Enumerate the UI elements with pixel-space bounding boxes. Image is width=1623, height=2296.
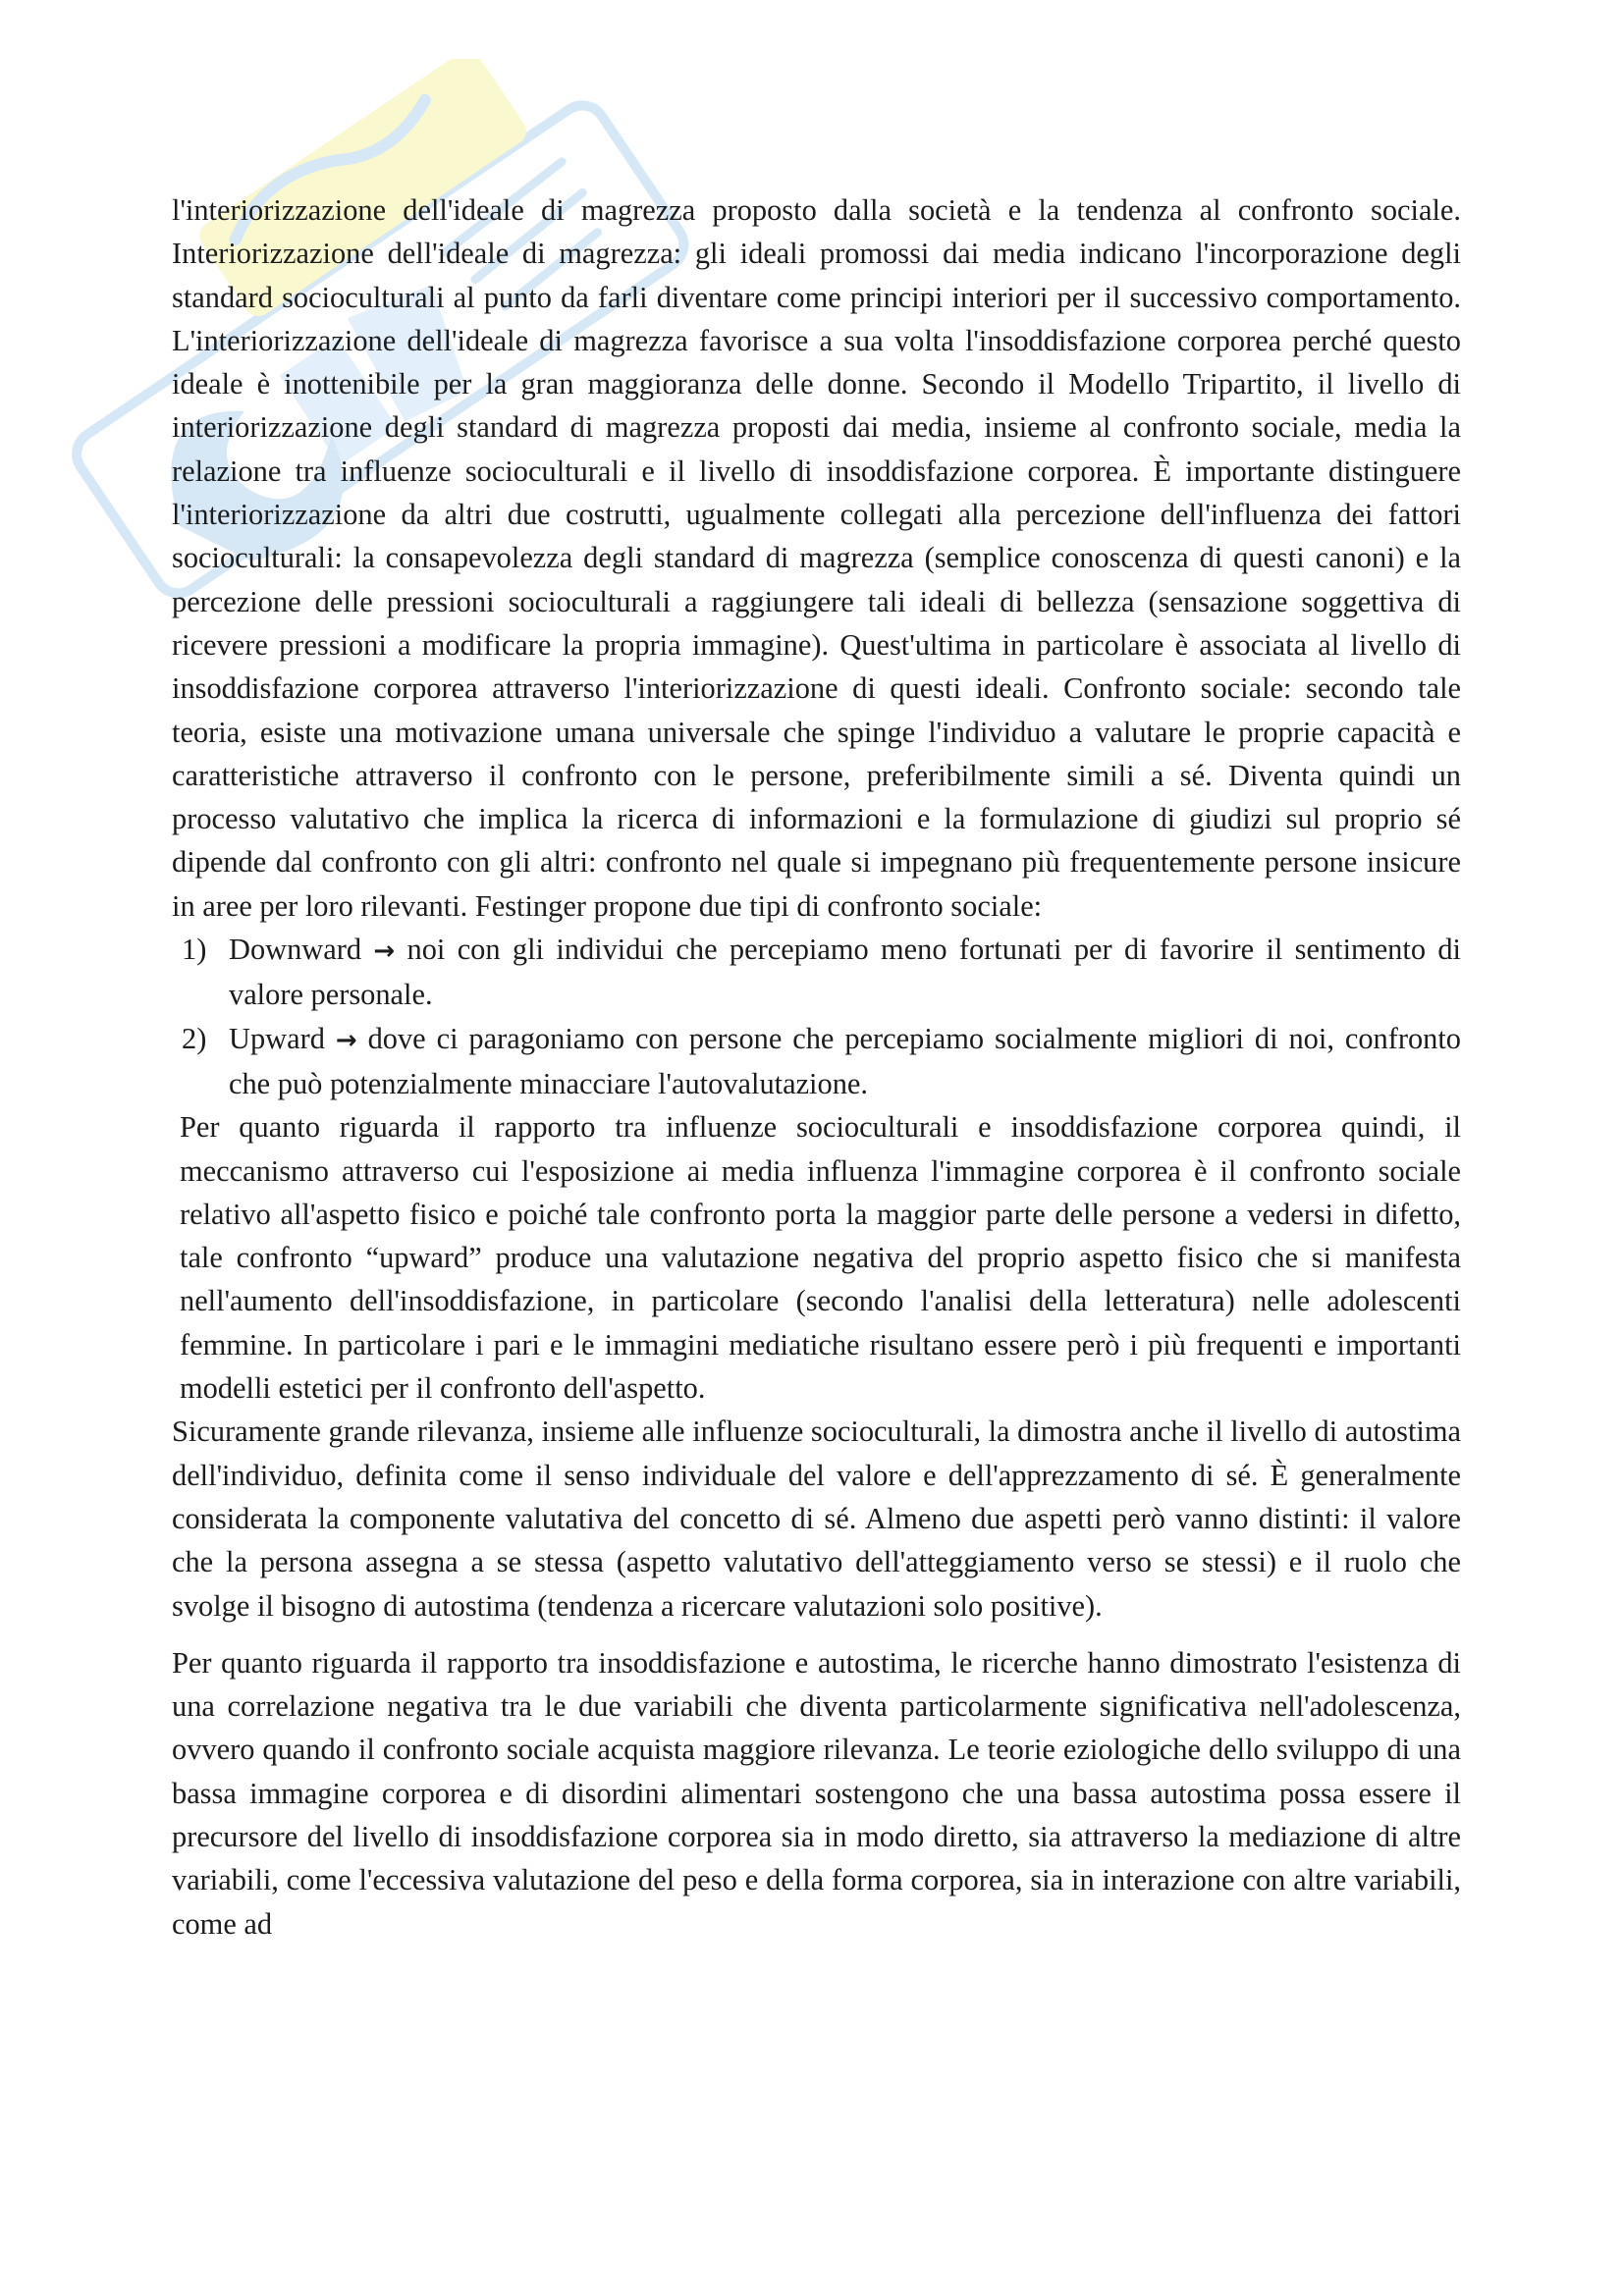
list-number: 1) [182,933,207,967]
list-text: noi con gli individui che percepiamo meno fortunati per di favorire il sentimento di valore personale. [229,933,1461,1012]
paragraph-4: Per quanto riguarda il rapporto tra insoddisfazione e autostima, le ricerche hanno dimostrato l'esistenza di una correlazione negativa tra le due variabili che diventa particolarmente significativa nell'adolescenza, ovvero quando il confronto sociale acquista maggiore rilevanza. Le teorie eziologiche dello sviluppo di una bassa immagine corporea e di disordini alimentari sostengono che una bassa autostima possa essere il precursore del livello di insoddisfazione corporea sia in modo diretto, sia attraverso la mediazione di altre variabili, come l'eccessiva valutazione del peso e della forma corporea, sia in interazione con altre variabili, come ad [172,1645,1461,1941]
list-number: 2) [182,1021,207,1055]
list-item-upward [172,1017,1461,1106]
document-body [172,188,1461,1946]
comparison-types-list [172,928,1461,1105]
list-item-downward [172,928,1461,1017]
right-arrow-icon: → [373,936,396,967]
list-term: Upward [229,1021,325,1055]
paragraph-1: l'interiorizzazione dell'ideale di magrezza proposto dalla società e la tendenza al confronto sociale. Interiorizzazione dell'ideale di magrezza: gli ideali promossi dai media indicano l'incorporazione degli standard socioculturali al punto da farli diventare come principi interiori per il successivo comportamento. L'interiorizzazione dell'ideale di magrezza favorisce a sua volta l'insoddisfazione corporea perché questo ideale è inottenibile per la gran maggioranza delle donne. Secondo il Modello Tripartito, il livello di interiorizzazione degli standard di magrezza proposti dai media, insieme al confronto sociale, media la relazione tra influenze socioculturali e il livello di insoddisfazione corporea. È importante distinguere l'interiorizzazione da altri due costrutti, ugualmente collegati alla percezione dell'influenza dei fattori socioculturali: la consapevolezza degli standard di magrezza (semplice conoscenza di questi canoni) e la percezione delle pressioni socioculturali a raggiungere tali ideali di bellezza (sensazione soggettiva di ricevere pressioni a modificare la propria immagine). Quest'ultima in particolare è associata al livello di insoddisfazione corporea attraverso l'interiorizzazione di questi ideali. Confronto sociale: secondo tale teoria, esiste una motivazione umana universale che spinge l'individuo a valutare le proprie capacità e caratteristiche attraverso il confronto con le persone, preferibilmente simili a sé. Diventa quindi un processo valutativo che implica la ricerca di informazioni e la formulazione di giudizi sul proprio sé dipende dal confronto con gli altri: confronto nel quale si impegnano più frequentemente persone insicure in aree per loro rilevanti. Festinger propone due tipi di confronto sociale: [172,193,1461,923]
list-term: Downward [229,933,362,967]
paragraph-3: Sicuramente grande rilevanza, insieme alle influenze socioculturali, la dimostra anche il livello di autostima dell'individuo, definita come il senso individuale del valore e dell'apprezzamento di sé. È generalmente considerata la componente valutativa del concetto di sé. Almeno due aspetti però vanno distinti: il valore che la persona assegna a se stessa (aspetto valutativo dell'atteggiamento verso se stessi) e il ruolo che svolge il bisogno di autostima (tendenza a ricercare valutazioni solo positive). [172,1415,1461,1623]
paragraph-2: Per quanto riguarda il rapporto tra influenze socioculturali e insoddisfazione corporea quindi, il meccanismo attraverso cui l'esposizione ai media influenza l'immagine corporea è il confronto sociale relativo all'aspetto fisico e poiché tale confronto porta la maggior parte delle persone a vedersi in difetto, tale confronto “upward” produce una valutazione negativa del proprio aspetto fisico che si manifesta nell'aumento dell'insoddisfazione, in particolare (secondo l'analisi della letteratura) nelle adolescenti femmine. In particolare i pari e le immagini mediatiche risultano essere però i più frequenti e importanti modelli estetici per il confronto dell'aspetto. [180,1110,1461,1406]
list-text: dove ci paragoniamo con persone che percepiamo socialmente migliori di noi, confronto che può potenzialmente minacciare l'autovalutazione. [229,1021,1461,1100]
right-arrow-icon: → [335,1025,357,1055]
